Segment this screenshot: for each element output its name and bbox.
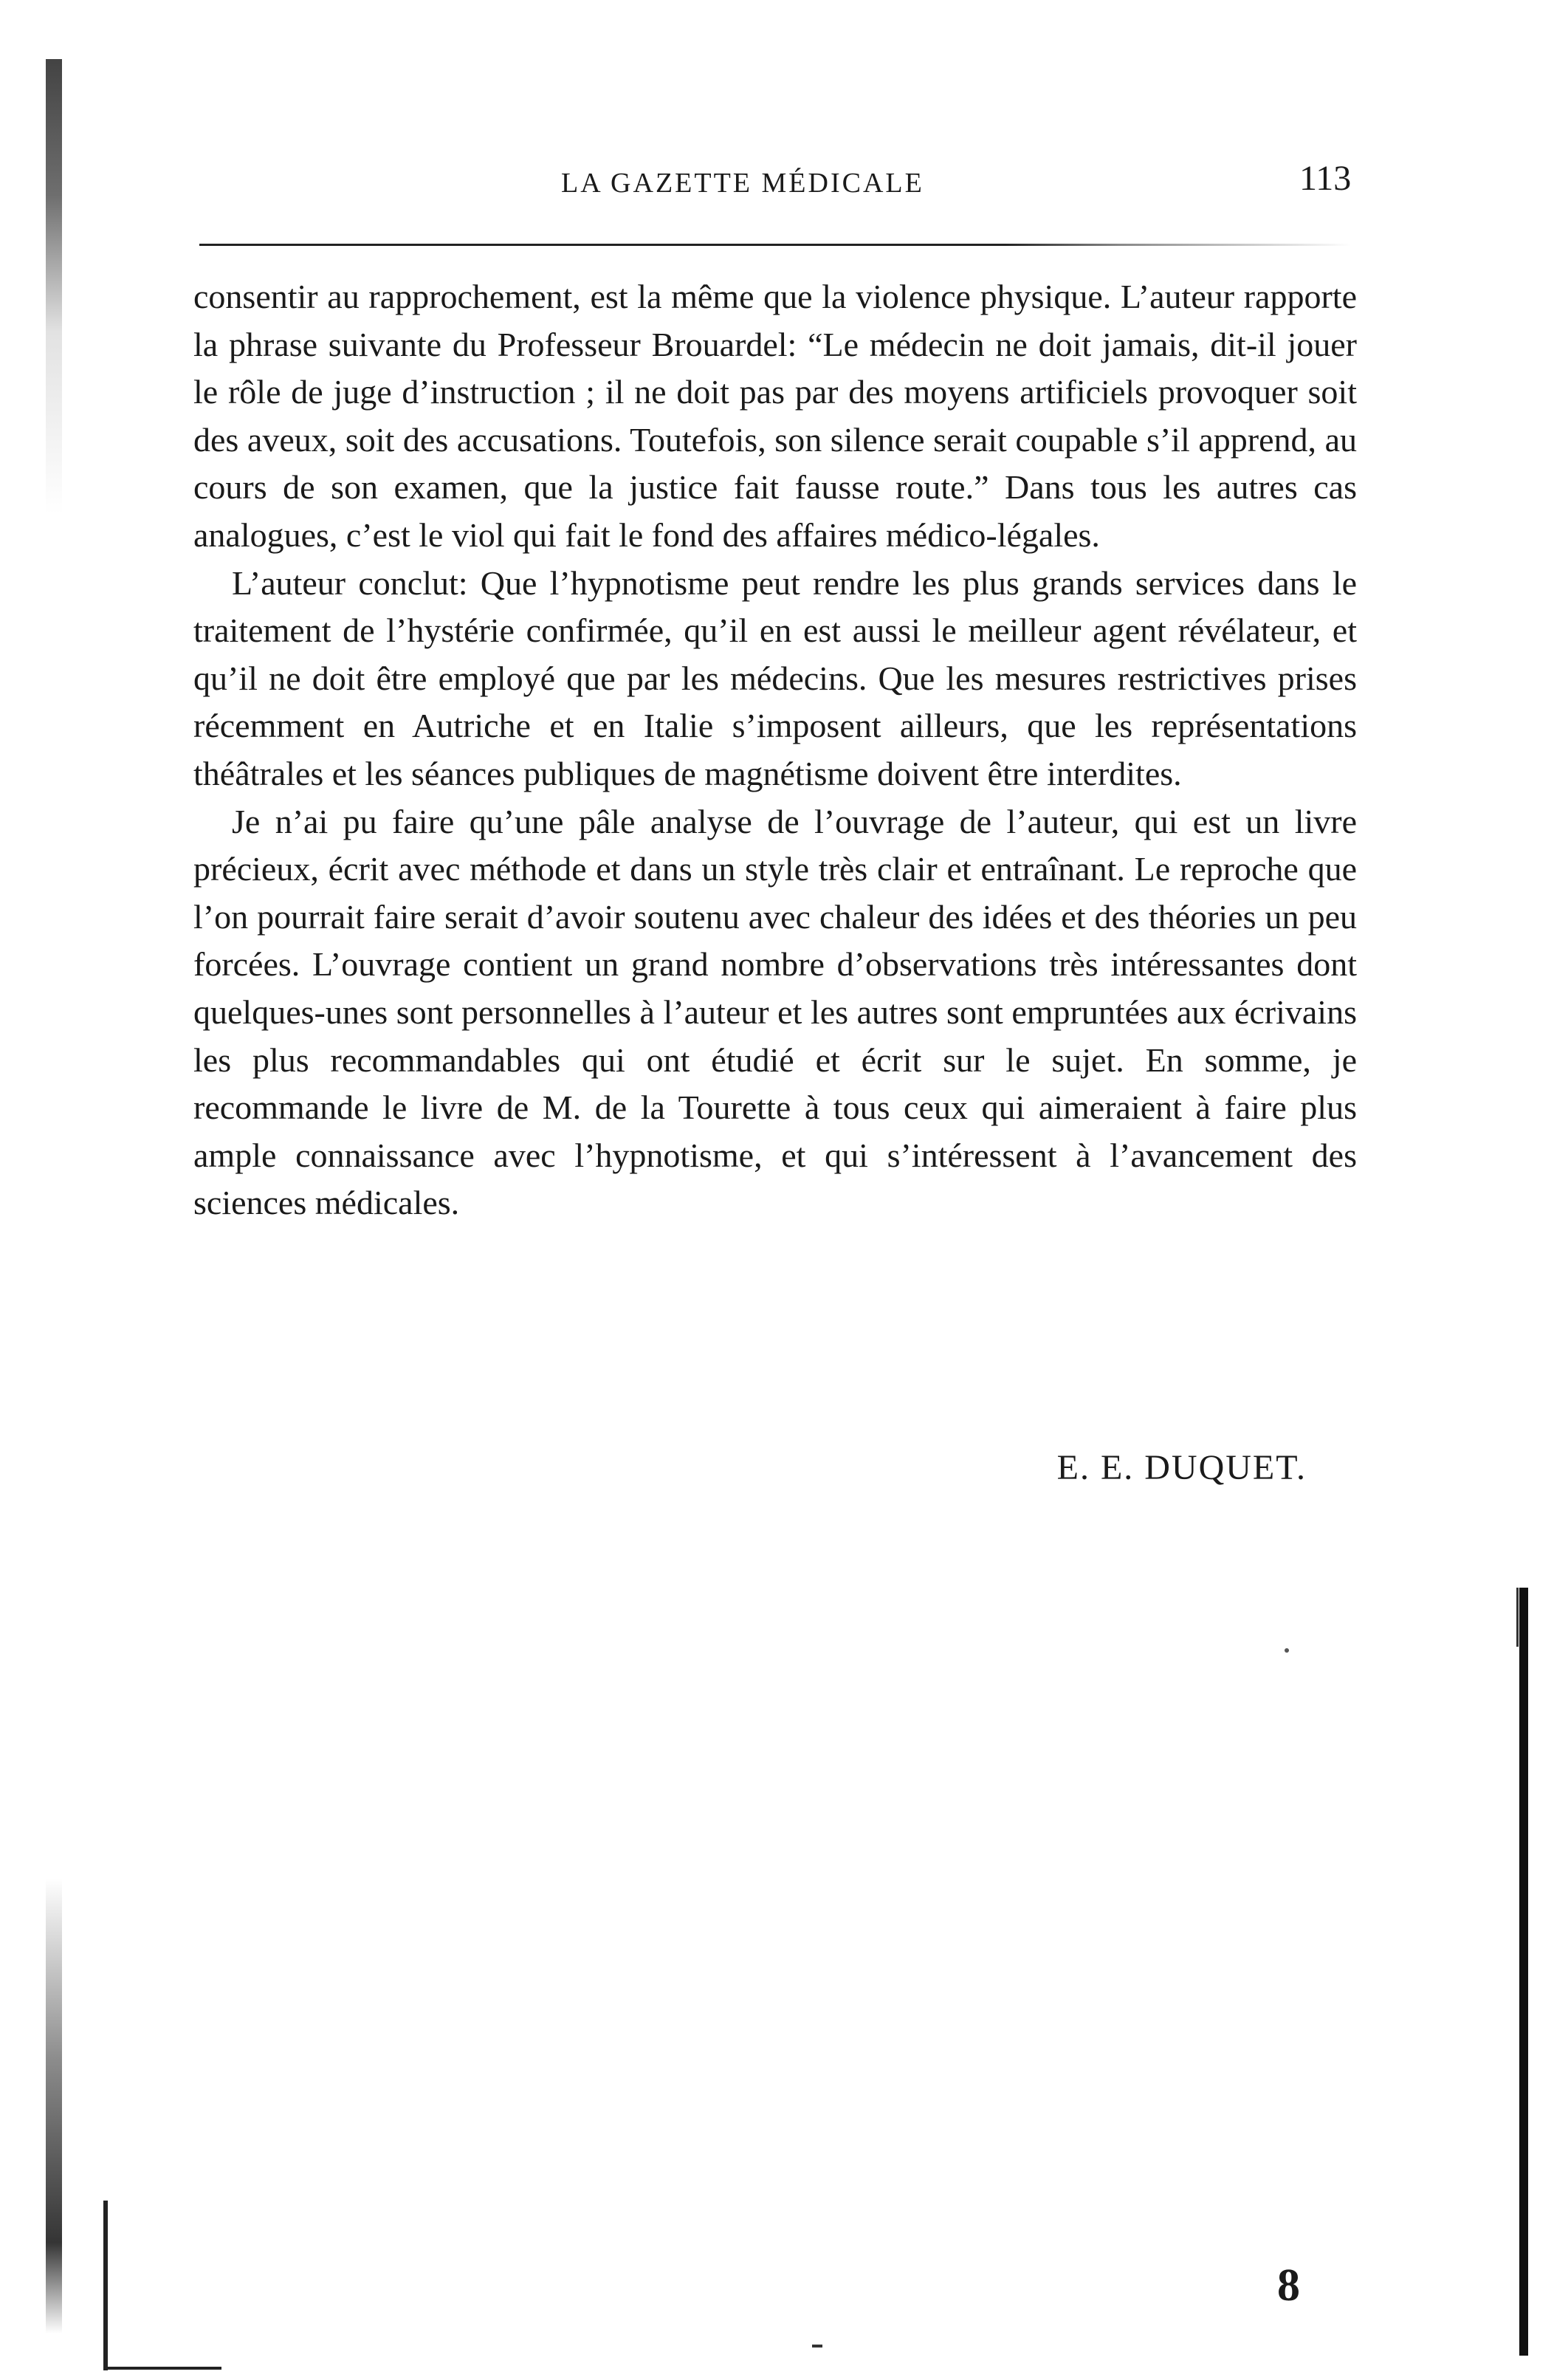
scan-artifact-right-thin: [1516, 1588, 1519, 1647]
sheet-number: 8: [1277, 2260, 1300, 2311]
scan-artifact-right-edge: [1519, 1588, 1528, 2356]
running-head: LA GAZETTE MÉDICALE: [561, 168, 924, 199]
author-signature: E. E. DUQUET.: [1056, 1448, 1307, 1487]
paragraph-conclusion: L’auteur conclut: Que l’hypnotisme peut rendre les plus grands services dans le traitement de l’hystérie confirmée, qu’il en est aussi le meilleur agent révélateur, et qu’il ne doit être employé que par les médecins. Que les mesures restrictives prises récemment en Autriche et en Italie s’imposent ailleurs, que les représentations théâtrales et les séances publiques de magnétisme doivent être interdites.: [193, 563, 1357, 792]
article-body: [193, 273, 1357, 1227]
scan-speck: [1285, 1648, 1289, 1653]
paragraph-continuation: consentir au rapprochement, est la même que la violence physique. L’auteur rapporte la phrase suivante du Professeur Brouardel: “Le médecin ne doit jamais, dit-il jouer le rôle de juge d’instruction ; il ne doit pas par des moyens artificiels provoquer soit des aveux, soit des accusations. Toutefois, son silence serait coupable s’il apprend, au cours de son examen, que la justice fait fausse route.” Dans tous les autres cas analogues, c’est le viol qui fait le fond des affaires médico-légales.: [193, 278, 1357, 554]
header-rule: [199, 244, 1351, 246]
page-number: 113: [1299, 159, 1352, 198]
scan-artifact-left-edge: [46, 59, 62, 2333]
scan-artifact-bottom-edge: [103, 2367, 221, 2370]
footer-dash: [812, 2345, 822, 2348]
scan-artifact-left-base: [103, 2201, 108, 2370]
paragraph-review: Je n’ai pu faire qu’une pâle analyse de l’ouvrage de l’auteur, qui est un livre précieux, écrit avec méthode et dans un style très clair et entraînant. Le reproche que l’on pourrait faire serait d’avoir soutenu avec chaleur des idées et des théories un peu forcées. L’ouvrage contient un grand nombre d’observations très intéressantes dont quelques-unes sont personnelles à l’auteur et les autres sont empruntées aux écrivains les plus recommandables qui ont étudié et écrit sur le sujet. En somme, je recommande le livre de M. de la Tourette à tous ceux qui aimeraient à faire plus ample connaissance avec l’hypnotisme, et qui s’intéressent à l’avancement des sciences médicales.: [193, 802, 1357, 1222]
